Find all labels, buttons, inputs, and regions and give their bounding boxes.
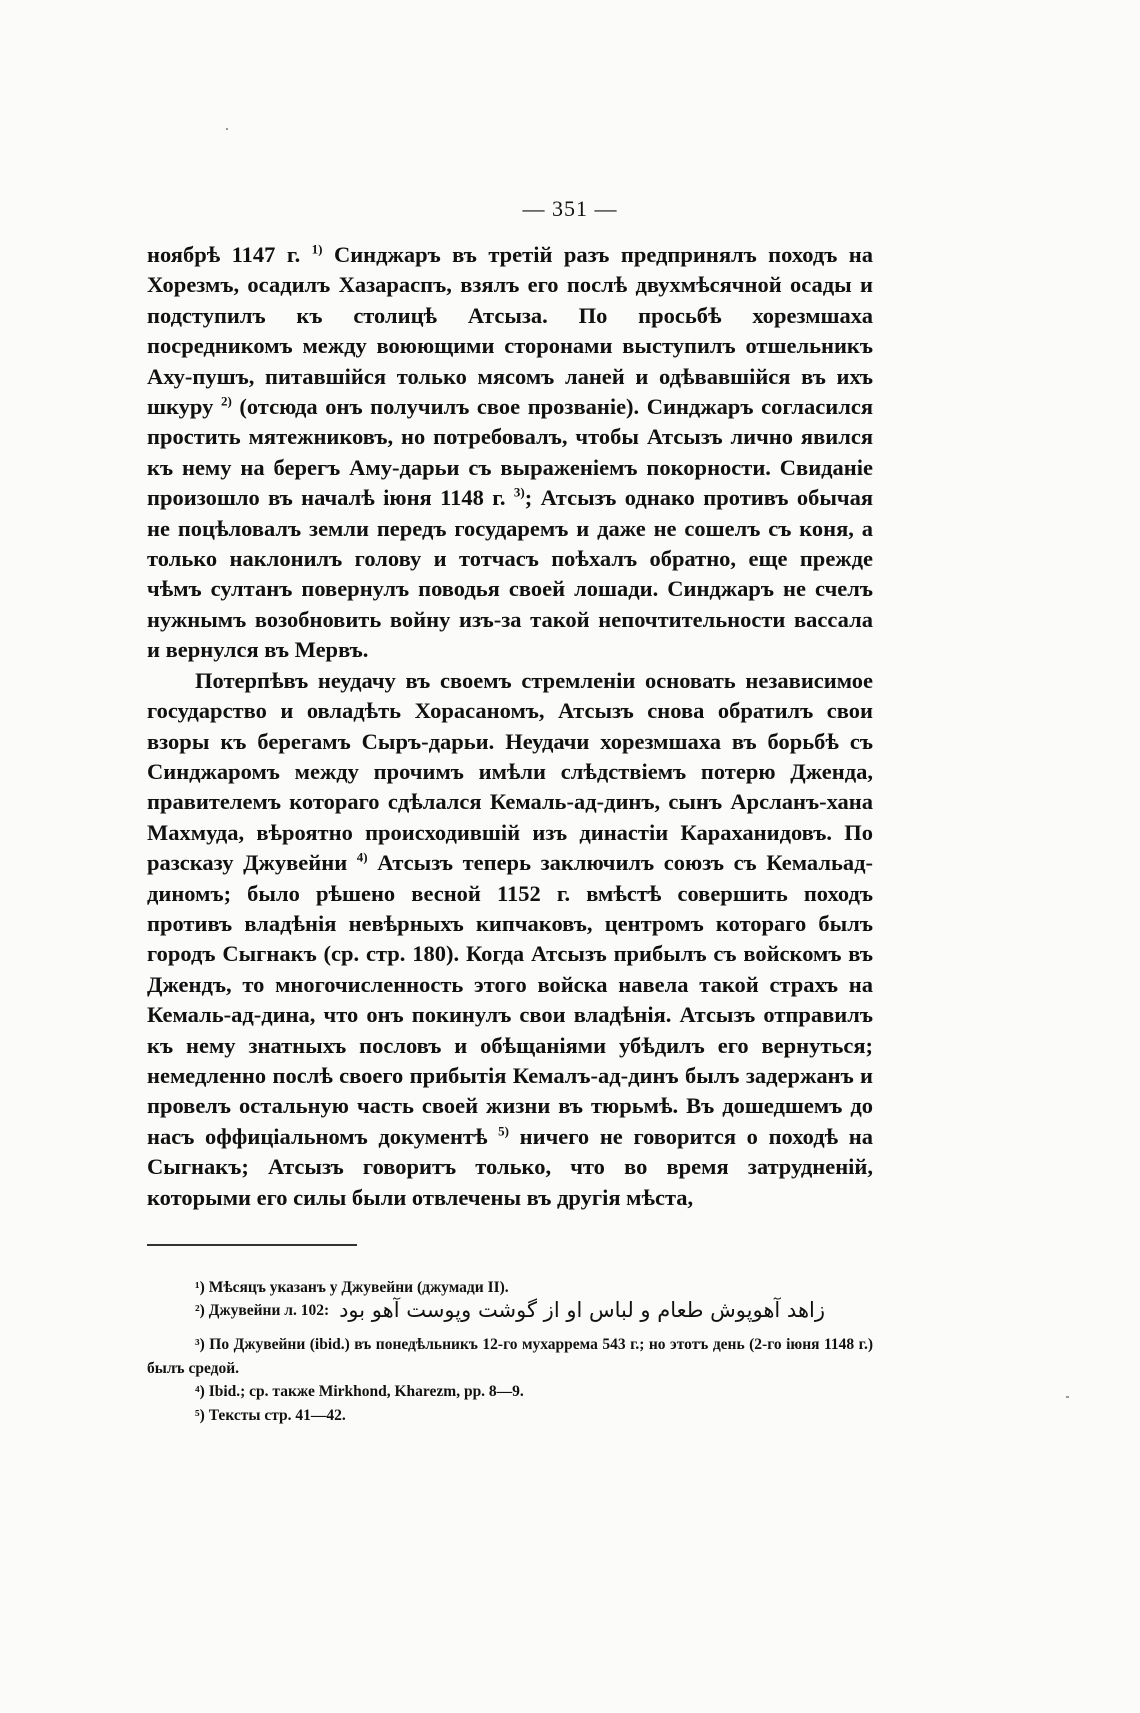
paper-speck	[1066, 1396, 1069, 1398]
footnote-1: ¹) Мѣсяцъ указанъ у Джувейни (джумади II).	[195, 1279, 509, 1296]
page-number: — 351 —	[522, 196, 618, 221]
paragraph-1: ноябрѣ 1147 г. $^{1)}$ Синджаръ въ третій разъ предпринялъ походъ на Хорезмъ, осадилъ Хазараспъ, взялъ его послѣ двухмѣсячной осады и подступилъ къ столицѣ Атсыза. По просьбѣ хорезмшаха посредникомъ между воюющими сторонами выступилъ отшельникъ Аху-пушъ, питавшійся только мясомъ ланей и одѣвавшійся въ ихъ шкуру $^{2)}$ (отсюда онъ получилъ свое прозваніе). Синджаръ согласился простить мятежниковъ, но потребовалъ, чтобы Атсызъ лично явился къ нему на берегъ Аму-дарьи съ выраженіемъ покорности. Свиданіе произошло въ началѣ іюня 1148 г. $^{3)}$; Атсызъ однако противъ обычая не поцѣловалъ земли передъ государемъ и даже не сошелъ съ коня, а только наклонилъ голову и тотчасъ поѣхалъ обратно, еще прежде чѣмъ султанъ повернулъ поводья своей лошади. Синджаръ не счелъ нужнымъ возобновить войну изъ-за такой непочтительности вассала и вернулся въ Мервъ.	[147, 241, 873, 663]
main-text	[147, 240, 873, 1213]
footnotes	[147, 1276, 873, 1427]
paragraph-2: Потерпѣвъ неудачу въ своемъ стремленіи основать независимое государство и овладѣть Хорасаномъ, Атсызъ снова обратилъ свои взоры къ берегамъ Сыръ-дарьи. Неудачи хорезмшаха въ борьбѣ съ Синджаромъ между прочимъ имѣли слѣдствіемъ потерю Дженда, правителемъ котораго сдѣлался Кемаль-ад-динъ, сынъ Арсланъ-хана Махмуда, вѣроятно происходившій изъ династіи Караханидовъ. По разсказу Джувейни $^{4)}$ Атсызъ теперь заключилъ союзъ съ Кемальад-диномъ; было рѣшено весной 1152 г. вмѣстѣ совершить походъ противъ владѣнія невѣрныхъ кипчаковъ, центромъ котораго былъ городъ Сыгнакъ (ср. стр. 180). Когда Атсызъ прибылъ съ войскомъ въ Джендъ, то многочисленность этого войска навела такой страхъ на Кемаль-ад-дина, что онъ покинулъ свои владѣнія. Атсызъ отправилъ къ нему знатныхъ пословъ и обѣщаніями убѣдилъ его вернуться; немедленно послѣ своего прибытія Кемалъ-ад-динъ былъ задержанъ и провелъ остальную часть своей жизни въ тюрьмѣ. Въ дошедшемъ до насъ оффиціальномъ документѣ $^{5)}$ ничего не говорится о походѣ на Сыгнакъ; Атсызъ говоритъ только, что во время затрудненій, которыми его силы были отвлечены въ другія мѣста,	[147, 667, 873, 1210]
footnote-ref-1[interactable]: 1)	[311, 241, 323, 257]
footnote-4: ⁴) Ibid.; ср. также Mirkhond, Kharezm, pp. 8—9.	[195, 1383, 524, 1401]
footnote-2: ²) Джувейни л. 102: زاهد آهوپوش طعام و لباس او از گوشت وپوست آهو بود	[147, 1299, 873, 1333]
footnote-ref-5[interactable]: 5)	[498, 1123, 509, 1139]
footnote-divider	[147, 1244, 357, 1246]
footnote-3: ³) По Джувейни (ibid.) въ понедѣльникъ 12-го мухаррема 543 г.; но этотъ день (2-го іюня 1148 г.) былъ средой.	[147, 1336, 873, 1377]
footnote-5: ⁵) Тексты стр. 41—42.	[195, 1406, 346, 1424]
footnote-ref-2[interactable]: 2)	[220, 393, 232, 409]
arabic-quote: زاهد آهوپوش طعام و لباس او از گوشت وپوست آهو بود	[339, 1298, 825, 1323]
footnote-ref-4[interactable]: 4)	[356, 849, 368, 865]
footnote-ref-3[interactable]: 3)	[513, 484, 525, 500]
paper-speck	[226, 128, 228, 130]
